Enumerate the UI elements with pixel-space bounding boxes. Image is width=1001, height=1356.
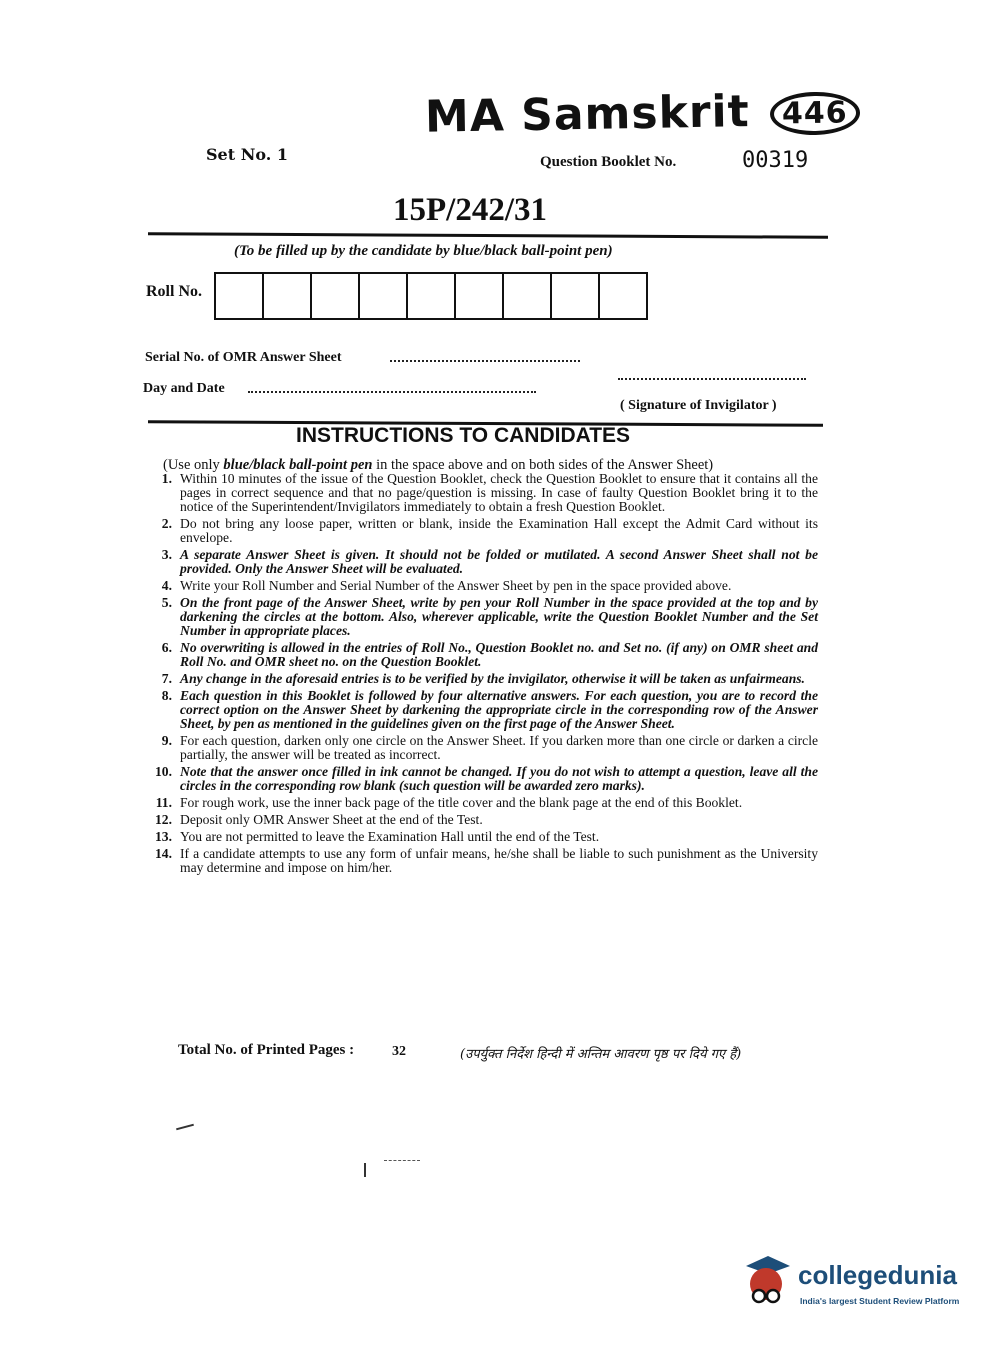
instruction-item bbox=[148, 796, 818, 810]
instruction-item bbox=[148, 517, 818, 545]
day-date-field[interactable] bbox=[248, 391, 536, 393]
collegedunia-watermark bbox=[740, 1252, 970, 1312]
instruction-number: 8. bbox=[161, 688, 172, 703]
subtitle-suffix: in the space above and on both sides of the Answer Sheet) bbox=[372, 457, 714, 473]
roll-no-label: Roll No. bbox=[146, 283, 202, 300]
instruction-text: Any change in the aforesaid entries is to be verified by the invigilator, otherwise it will be taken as unfairmeans. bbox=[180, 671, 805, 686]
brand-tagline: India's largest Student Review Platform bbox=[800, 1296, 960, 1306]
subtitle-pen: blue/black ball-point pen bbox=[223, 457, 373, 473]
instruction-number: 10. bbox=[155, 764, 172, 779]
question-booklet-number: 00319 bbox=[742, 148, 809, 173]
roll-no-box[interactable] bbox=[216, 274, 264, 318]
instruction-number: 14. bbox=[155, 846, 172, 861]
instruction-text: Write your Roll Number and Serial Number of the Answer Sheet by pen in the space provided above. bbox=[180, 578, 732, 593]
instruction-text: Each question in this Booklet is followed by four alternative answers. For each question, you are to record the correct option on the Answer Sheet by darkening the appropriate circle in the corresponding row of the Answer Sheet, by pen as mentioned in the guidelines given on the first page of the Answer Sheet. bbox=[180, 688, 818, 731]
instruction-number: 12. bbox=[155, 812, 172, 827]
roll-no-box[interactable] bbox=[600, 274, 646, 318]
roll-no-boxes[interactable] bbox=[214, 272, 648, 320]
instruction-number: 6. bbox=[161, 640, 172, 655]
set-number: Set No. 1 bbox=[206, 145, 288, 164]
instruction-item bbox=[148, 641, 818, 669]
instruction-number: 2. bbox=[161, 516, 172, 531]
instruction-number: 13. bbox=[155, 829, 172, 844]
roll-no-box[interactable] bbox=[504, 274, 552, 318]
stray-mark bbox=[364, 1163, 366, 1177]
total-pages-label: Total No. of Printed Pages : bbox=[178, 1042, 355, 1058]
stray-mark bbox=[176, 1124, 194, 1131]
fill-note: (To be filled up by the candidate by blue/black ball-point pen) bbox=[234, 243, 613, 259]
roll-no-box[interactable] bbox=[264, 274, 312, 318]
roll-no-box[interactable] bbox=[312, 274, 360, 318]
omr-serial-label: Serial No. of OMR Answer Sheet bbox=[145, 350, 342, 365]
instruction-item bbox=[148, 765, 818, 793]
handwritten-subject bbox=[425, 84, 860, 143]
instruction-item bbox=[148, 847, 818, 875]
instruction-item bbox=[148, 472, 818, 514]
stray-mark bbox=[384, 1160, 420, 1161]
instructions-title: INSTRUCTIONS TO CANDIDATES bbox=[296, 424, 631, 447]
instruction-text: For rough work, use the inner back page of the title cover and the blank page at the end of this Booklet. bbox=[180, 795, 743, 810]
instruction-text: Do not bring any loose paper, written or blank, inside the Examination Hall except the Admit Card without its envelope. bbox=[180, 516, 818, 545]
roll-no-box[interactable] bbox=[552, 274, 600, 318]
instruction-number: 7. bbox=[161, 671, 172, 686]
roll-no-box[interactable] bbox=[360, 274, 408, 318]
question-booklet-label: Question Booklet No. bbox=[540, 154, 677, 170]
divider bbox=[148, 232, 828, 239]
handwritten-circled-number: 446 bbox=[770, 91, 860, 136]
mascot-icon bbox=[740, 1252, 794, 1312]
brand-name: collegedunia bbox=[798, 1260, 957, 1290]
handwritten-label: MA Samskrit bbox=[424, 86, 751, 143]
instruction-number: 4. bbox=[161, 578, 172, 593]
signature-label: ( Signature of Invigilator ) bbox=[620, 398, 777, 413]
signature-field[interactable] bbox=[618, 378, 806, 380]
instruction-text: A separate Answer Sheet is given. It should not be folded or mutilated. A second Answer Sheet shall not be provided. Only the Answer Sheet will be evaluated. bbox=[180, 547, 818, 576]
instruction-item bbox=[148, 548, 818, 576]
instruction-item bbox=[148, 830, 818, 844]
instruction-text: Deposit only OMR Answer Sheet at the end of the Test. bbox=[180, 812, 483, 827]
day-date-label: Day and Date bbox=[143, 381, 225, 396]
instruction-text: For each question, darken only one circle on the Answer Sheet. If you darken more than one circle or darken a circle partially, the answer will be treated as incorrect. bbox=[180, 733, 818, 762]
instruction-text: If a candidate attempts to use any form of unfair means, he/she shall be liable to such punishment as the University may determine and impose on him/her. bbox=[180, 846, 818, 875]
instruction-item bbox=[148, 579, 818, 593]
instruction-text: No overwriting is allowed in the entries of Roll No., Question Booklet no. and Set no. (if any) on OMR sheet and Roll No. and OMR sheet no. on the Question Booklet. bbox=[180, 640, 818, 669]
instruction-text: On the front page of the Answer Sheet, write by pen your Roll Number in the space provided at the top and by darkening the circles at the bottom. Also, wherever applicable, write the Question Booklet Number and the Set Number in appropriate places. bbox=[180, 595, 818, 638]
instruction-number: 9. bbox=[161, 733, 172, 748]
instruction-item bbox=[148, 813, 818, 827]
paper-code: 15P/242/31 bbox=[393, 192, 547, 228]
instruction-number: 1. bbox=[161, 471, 172, 486]
instruction-number: 3. bbox=[161, 547, 172, 562]
instruction-text: Note that the answer once filled in ink cannot be changed. If you do not wish to attempt a question, leave all the circles in the corresponding row blank (such question will be awarded zero marks). bbox=[180, 764, 818, 793]
roll-no-box[interactable] bbox=[408, 274, 456, 318]
roll-no-box[interactable] bbox=[456, 274, 504, 318]
instruction-item bbox=[148, 596, 818, 638]
subtitle-prefix: (Use only bbox=[163, 457, 224, 473]
instruction-item bbox=[148, 672, 818, 686]
total-pages-value: 32 bbox=[392, 1044, 406, 1059]
omr-serial-field[interactable] bbox=[390, 360, 580, 362]
instruction-text: You are not permitted to leave the Examination Hall until the end of the Test. bbox=[180, 829, 600, 844]
instruction-item bbox=[148, 734, 818, 762]
instruction-text: Within 10 minutes of the issue of the Question Booklet, check the Question Booklet to ensure that it contains all the pages in correct sequence and that no page/question is missing. In case of faulty Question Booklet bring it to the notice of the Superintendent/Invigilators immediately to obtain a fresh Question Booklet. bbox=[180, 471, 818, 514]
hindi-note: (उपर्युक्त निर्देश हिन्दी में अन्तिम आवरण पृष्ठ पर दिये गए हैं) bbox=[460, 1047, 742, 1062]
instruction-item bbox=[148, 689, 818, 731]
instructions-list bbox=[148, 472, 818, 878]
instruction-number: 5. bbox=[161, 595, 172, 610]
instruction-number: 11. bbox=[155, 795, 172, 810]
